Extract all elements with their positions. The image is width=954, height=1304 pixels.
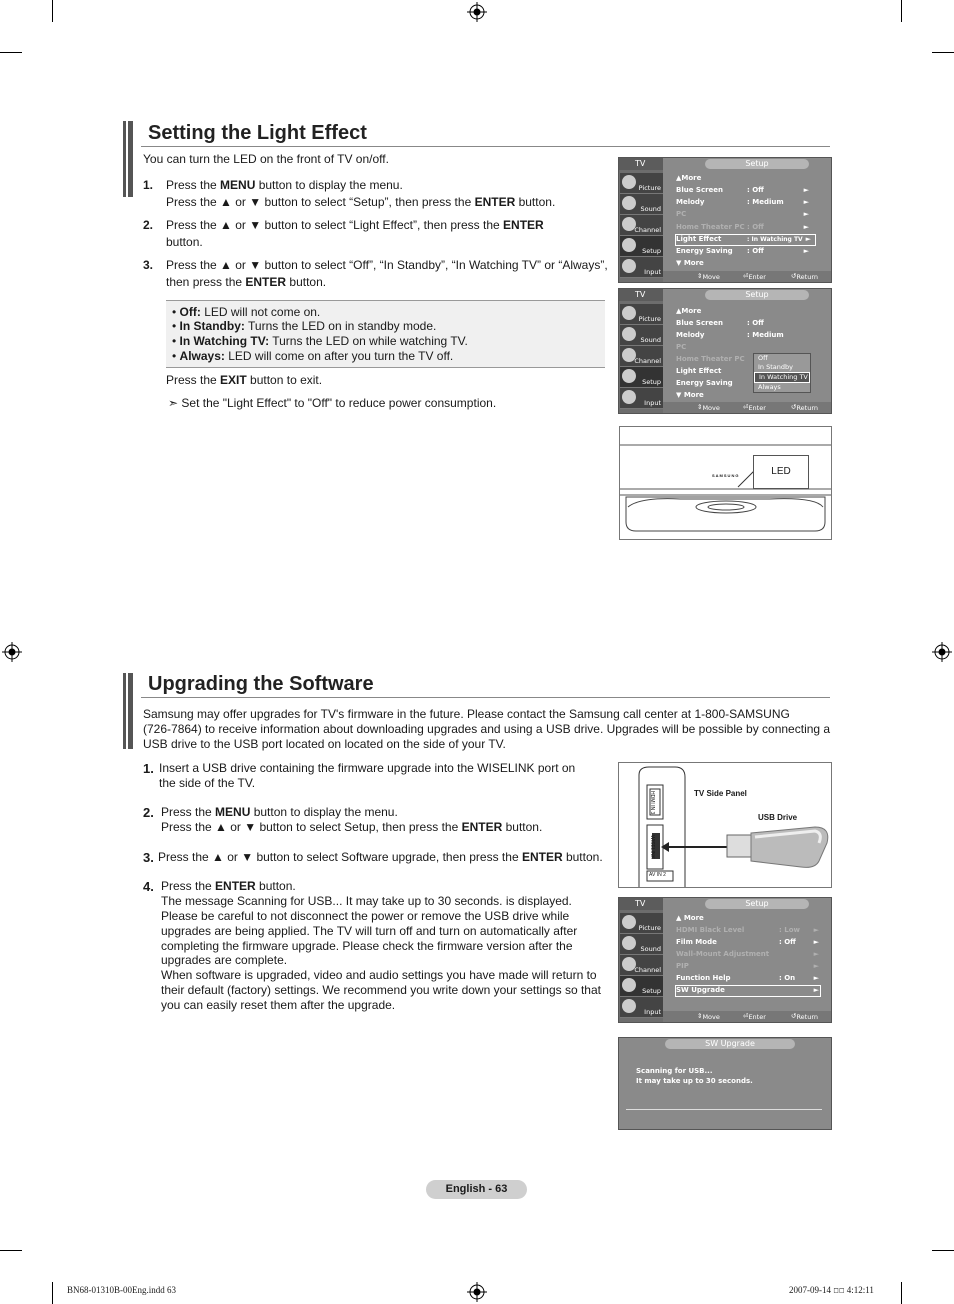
- wiselink-port-label: WISELINK: [649, 835, 655, 859]
- arrow-right-icon: ►: [813, 986, 819, 994]
- osd-setup-title: Setup: [705, 290, 809, 300]
- step-number: 1.: [143, 178, 154, 192]
- osd-row: ▲ More: [676, 914, 704, 922]
- exit-text: Press the EXIT button to exit.: [166, 373, 323, 387]
- section-rule: [141, 146, 830, 147]
- s2-step-4-text: The message Scanning for USB... It may take up to 30 seconds. is displayed.: [161, 894, 572, 908]
- channel-icon: Channel: [620, 955, 663, 976]
- step-2-line-2: button.: [166, 235, 203, 249]
- osd-tv-tab: TV: [619, 289, 663, 301]
- arrow-right-icon: ►: [803, 223, 809, 231]
- osd-value: : Off: [747, 319, 764, 327]
- osd-row: ▲More: [676, 307, 702, 315]
- usb-illustration: [618, 762, 832, 888]
- s2-step-4-text: their default (factory) settings. We recommend you write down your settings so that: [161, 983, 601, 997]
- input-icon: Input: [620, 257, 663, 278]
- move-hint: ⇕ Move: [697, 272, 720, 281]
- crop-mark: [0, 52, 22, 53]
- step-number: 1.: [143, 761, 154, 776]
- usb-drive-label: USB Drive: [758, 813, 798, 822]
- arrow-right-icon: ►: [803, 247, 809, 255]
- channel-icon: Channel: [620, 215, 663, 236]
- step-number: 4.: [143, 879, 154, 894]
- return-hint: ↺ Return: [791, 1012, 819, 1021]
- step-number: 3.: [143, 258, 154, 272]
- return-hint: ↺ Return: [791, 272, 819, 281]
- enter-hint: ⏎ Enter: [743, 272, 766, 281]
- picture-icon: Picture: [620, 304, 663, 325]
- setup-icon: Setup: [620, 236, 663, 257]
- arrow-right-icon: ►: [813, 926, 819, 934]
- arrow-right-icon: ►: [813, 974, 819, 982]
- osd-row: Wall-Mount Adjustment: [676, 950, 770, 958]
- date-slug: 2007-09-14 ﾿﾿ 4:12:11: [789, 1285, 874, 1295]
- popup-option[interactable]: Always: [758, 383, 781, 391]
- step-number: 2.: [143, 805, 154, 820]
- s2-step-4-text: completing the firmware upgrade. Please check the firmware version after the: [161, 939, 573, 953]
- registration-mark-icon: [467, 2, 487, 22]
- dialog-line-1: Scanning for USB...: [636, 1067, 713, 1075]
- arrow-right-icon: ►: [803, 210, 809, 218]
- osd-footer: [663, 1011, 831, 1022]
- s2-step-4-text: upgrades are complete.: [161, 953, 288, 967]
- step-2-line-1: Press the ▲ or ▼ button to select “Light Effect”, then press the ENTER: [166, 218, 544, 232]
- crop-mark: [932, 1250, 954, 1251]
- osd-row: SW Upgrade: [676, 986, 725, 994]
- picture-icon: Picture: [620, 173, 663, 194]
- osd-row: PC: [676, 210, 687, 218]
- osd-row: ▼ More: [676, 391, 704, 399]
- osd-tv-tab: TV: [619, 898, 663, 910]
- file-slug: BN68-01310B-00Eng.indd 63: [67, 1285, 176, 1295]
- osd-footer: [663, 271, 831, 282]
- arrow-right-icon: ►: [803, 198, 809, 206]
- dialog-divider: [626, 1109, 822, 1110]
- osd-row: HDMI Black Level: [676, 926, 745, 934]
- osd-value: : Off: [747, 247, 764, 255]
- option-in-watching-tv: • In Watching TV: Turns the LED on while watching TV.: [172, 334, 468, 348]
- led-callout: LED: [753, 455, 809, 489]
- tv-side-panel-drawing: [619, 763, 831, 887]
- osd-value: : Off: [779, 938, 796, 946]
- av-port-label: AV IN 2: [649, 872, 666, 878]
- osd-row: PC: [676, 343, 687, 351]
- crop-mark: [901, 0, 902, 22]
- osd-row: ▼ More: [676, 259, 704, 267]
- osd-row: PIP: [676, 962, 689, 970]
- s2-step-1-line-2: the side of the TV.: [159, 776, 256, 790]
- enter-hint: ⏎ Enter: [743, 1012, 766, 1021]
- dialog-title: SW Upgrade: [665, 1039, 795, 1049]
- section-title: Setting the Light Effect: [148, 122, 367, 144]
- osd-row: Energy Saving: [676, 247, 733, 255]
- dialog-line-2: It may take up to 30 seconds.: [636, 1077, 753, 1085]
- s2-step-1-line-1: Insert a USB drive containing the firmware upgrade into the WISELINK port on: [159, 761, 576, 775]
- sound-icon: Sound: [620, 325, 663, 346]
- picture-icon: Picture: [620, 913, 663, 934]
- sound-icon: Sound: [620, 194, 663, 215]
- section-bar: [123, 121, 133, 197]
- section-title: Upgrading the Software: [148, 673, 374, 695]
- osd-value: : Low: [779, 926, 800, 934]
- section-bar: [123, 673, 133, 749]
- step-number: 3.: [143, 850, 154, 865]
- intro-line: USB drive to the USB port located on located on the side of your TV.: [143, 737, 506, 751]
- step-1-line-2: Press the ▲ or ▼ button to select “Setup”, then press the ENTER button.: [166, 195, 556, 209]
- crop-mark: [932, 52, 954, 53]
- sound-icon: Sound: [620, 934, 663, 955]
- osd-row: Melody: [676, 198, 705, 206]
- osd-value: : Medium: [747, 331, 784, 339]
- page-number: English - 63: [426, 1180, 527, 1199]
- osd-value: : On: [779, 974, 796, 982]
- channel-icon: Channel: [620, 346, 663, 367]
- registration-mark-icon: [932, 642, 952, 662]
- intro-line: (726-7864) to receive information about downloading upgrades and using a USB drive. Upgrades will be possible by connecting a: [143, 722, 831, 736]
- osd-row: Melody: [676, 331, 705, 339]
- popup-option-selected[interactable]: In Watching TV: [754, 372, 810, 383]
- osd-setup-menu-3: [618, 897, 832, 1023]
- brand-logo: SAMSUNG: [712, 473, 740, 478]
- setup-icon: Setup: [620, 367, 663, 388]
- crop-mark: [52, 1282, 53, 1304]
- osd-row: Home Theater PC: [676, 355, 745, 363]
- osd-sidebar: [619, 301, 663, 413]
- tv-led-illustration: [619, 426, 832, 540]
- light-effect-popup: [753, 353, 811, 393]
- step-1-line-1: Press the MENU button to display the menu.: [166, 178, 403, 192]
- step-3-line-2: then press the ENTER button.: [166, 275, 327, 289]
- crop-mark: [52, 0, 53, 22]
- s2-step-4-text: you can easily reset them after the upgrade.: [161, 998, 396, 1012]
- arrow-right-icon: ►: [813, 938, 819, 946]
- osd-row: Energy Saving: [676, 379, 733, 387]
- osd-setup-menu-2: [618, 288, 832, 414]
- arrow-right-icon: ►: [813, 950, 819, 958]
- osd-setup-title: Setup: [705, 899, 809, 909]
- osd-setup-title: Setup: [705, 159, 809, 169]
- osd-row: Home Theater PC: [676, 223, 745, 231]
- osd-row: Blue Screen: [676, 186, 724, 194]
- osd-row: Light Effect: [676, 235, 722, 243]
- s2-step-2-line-2: Press the ▲ or ▼ button to select Setup, then press the ENTER button.: [161, 820, 543, 834]
- osd-row: Film Mode: [676, 938, 717, 946]
- registration-mark-icon: [467, 1282, 487, 1302]
- s2-step-4-text: Please be careful to not disconnect the power or remove the USB drive while: [161, 909, 570, 923]
- osd-tv-tab: TV: [619, 158, 663, 170]
- side-panel-label: TV Side Panel: [694, 789, 747, 798]
- hdmi-port-label: HDMI IN 3: [649, 791, 655, 815]
- sw-upgrade-dialog: [618, 1037, 832, 1130]
- s2-step-4-text: When software is upgraded, video and audio settings you have made will return to: [161, 968, 597, 982]
- osd-setup-menu-1: [618, 157, 832, 283]
- osd-value: : Off: [747, 223, 764, 231]
- osd-sidebar: [619, 910, 663, 1022]
- osd-row: Blue Screen: [676, 319, 724, 327]
- osd-row: Function Help: [676, 974, 731, 982]
- osd-row: Light Effect: [676, 367, 722, 375]
- return-hint: ↺ Return: [791, 403, 819, 412]
- input-icon: Input: [620, 388, 663, 409]
- registration-mark-icon: [2, 642, 22, 662]
- osd-value: : Medium: [747, 198, 784, 206]
- osd-value: : In Watching TV: [747, 236, 803, 243]
- input-icon: Input: [620, 997, 663, 1018]
- osd-value: : Off: [747, 186, 764, 194]
- step-number: 2.: [143, 218, 154, 232]
- step-3-line-1: Press the ▲ or ▼ button to select “Off”, “In Standby”, “In Watching TV” or “Always”,: [166, 258, 608, 272]
- popup-option[interactable]: In Standby: [758, 363, 793, 371]
- arrow-right-icon: ►: [813, 962, 819, 970]
- osd-footer: [663, 402, 831, 413]
- arrow-right-icon: ►: [805, 235, 811, 243]
- s2-step-2-line-1: Press the MENU button to display the menu.: [161, 805, 398, 819]
- s2-step-4-text: upgrades are being applied. The TV will turn off and turn on automatically after: [161, 924, 578, 938]
- arrow-right-icon: ►: [803, 186, 809, 194]
- osd-row: ▲More: [676, 174, 702, 182]
- popup-option[interactable]: Off: [758, 354, 768, 362]
- section-rule: [141, 697, 830, 698]
- crop-mark: [0, 1250, 22, 1251]
- move-hint: ⇕ Move: [697, 403, 720, 412]
- intro-text: You can turn the LED on the front of TV on/off.: [143, 152, 389, 166]
- s2-step-4-line-1: Press the ENTER button.: [161, 879, 296, 893]
- setup-icon: Setup: [620, 976, 663, 997]
- osd-sidebar: [619, 170, 663, 282]
- option-in-standby: • In Standby: Turns the LED on in standby mode.: [172, 319, 437, 333]
- option-off: • Off: LED will not come on.: [172, 305, 321, 319]
- s2-step-3: Press the ▲ or ▼ button to select Software upgrade, then press the ENTER button.: [158, 850, 603, 864]
- move-hint: ⇕ Move: [697, 1012, 720, 1021]
- crop-mark: [901, 1282, 902, 1304]
- intro-line: Samsung may offer upgrades for TV's firmware in the future. Please contact the Samsung call center at 1-800-SAMSUNG: [143, 707, 790, 721]
- tip-text: ➣ Set the "Light Effect" to "Off" to reduce power consumption.: [168, 396, 497, 410]
- option-always: • Always: LED will come on after you turn the TV off.: [172, 349, 454, 363]
- enter-hint: ⏎ Enter: [743, 403, 766, 412]
